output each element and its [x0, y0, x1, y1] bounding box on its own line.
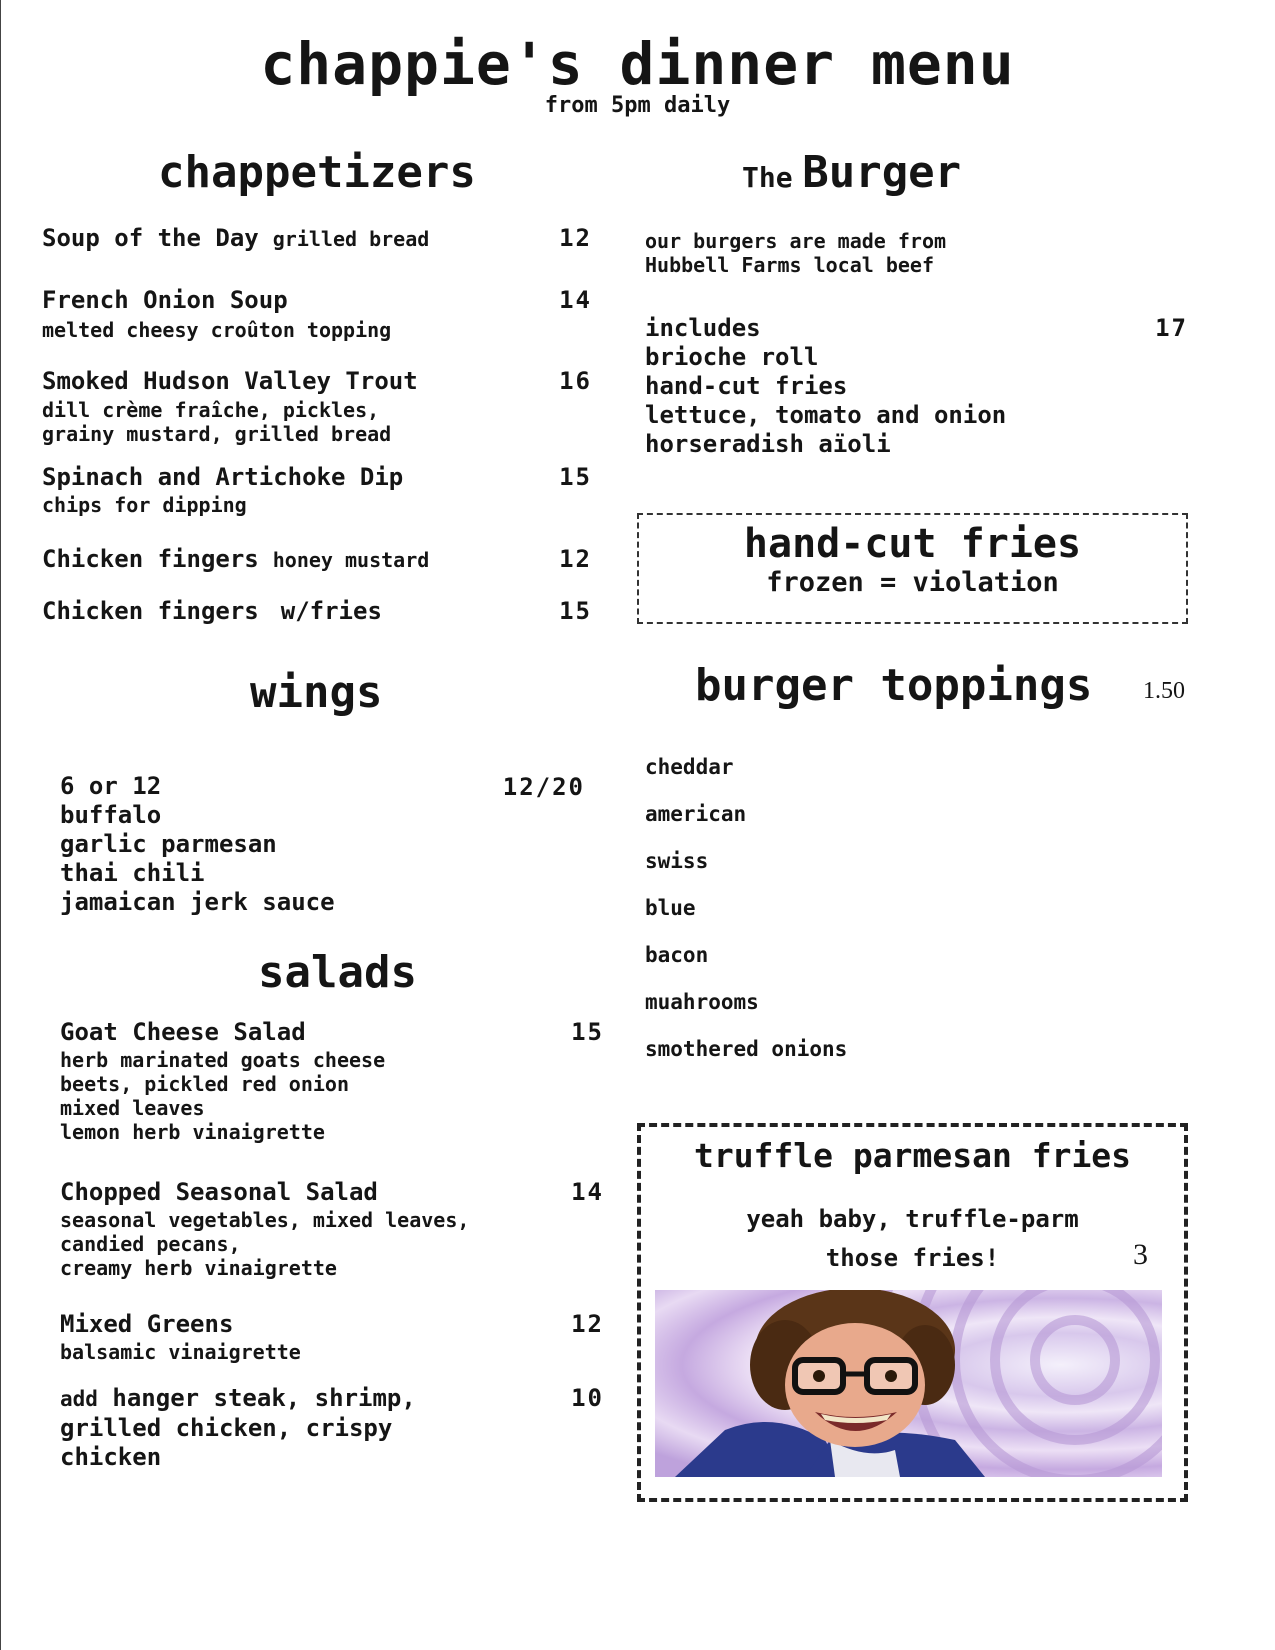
man-with-glasses-illustration: [655, 1290, 1162, 1477]
item-price: 16: [559, 367, 592, 395]
topping-item: blue: [645, 896, 696, 920]
topping-item: swiss: [645, 849, 709, 873]
item-price: 12: [571, 1310, 604, 1338]
wings-line: garlic parmesan: [60, 830, 277, 858]
burger-price: 17: [1155, 314, 1188, 342]
burger-heading: [742, 147, 961, 198]
page-left-edge: [0, 0, 1, 1650]
item-price: 14: [559, 286, 592, 314]
burger-toppings-price: 1.50: [1143, 678, 1185, 704]
wings-list: [60, 772, 335, 917]
burger-intro-line: our burgers are made from: [645, 229, 947, 253]
item-name-text: Soup of the Day: [42, 224, 259, 252]
item-price: 12: [559, 545, 592, 573]
item-price: 15: [559, 597, 592, 625]
item-description: chips for dipping: [42, 493, 247, 517]
wings-heading: wings: [250, 667, 383, 718]
menu-item-name: Goat Cheese Salad: [60, 1018, 306, 1046]
item-description-block: [60, 1048, 385, 1144]
austin-powers-photo: [655, 1290, 1162, 1477]
wings-line: buffalo: [60, 801, 162, 829]
wings-line: 6 or 12: [60, 772, 162, 800]
salads-heading: salads: [258, 947, 417, 998]
item-description: herb marinated goats cheese: [60, 1048, 386, 1072]
item-description: mixed leaves: [60, 1096, 205, 1120]
item-description-block: [60, 1208, 469, 1280]
item-description: lemon herb vinaigrette: [60, 1120, 325, 1144]
item-inline-desc: w/fries: [280, 597, 382, 625]
menu-item-name: [42, 597, 382, 625]
menu-subtitle: from 5pm daily: [544, 93, 731, 118]
hand-cut-fries-title: hand-cut fries: [743, 521, 1082, 567]
menu-item-name: French Onion Soup: [42, 286, 288, 314]
add-on-price: 10: [571, 1384, 604, 1412]
wings-line: thai chili: [60, 859, 205, 887]
burger-include-line: lettuce, tomato and onion: [645, 401, 1007, 429]
item-description: balsamic vinaigrette: [60, 1340, 301, 1364]
menu-item-name: [42, 545, 429, 573]
menu-item-name: Mixed Greens: [60, 1310, 234, 1338]
menu-item-name: Chopped Seasonal Salad: [60, 1178, 378, 1206]
menu-item-name: Smoked Hudson Valley Trout: [42, 367, 418, 395]
burger-include-line: includes: [645, 314, 761, 342]
burger-heading-small: The: [742, 161, 793, 194]
wings-line: jamaican jerk sauce: [60, 888, 335, 916]
burger-includes: [645, 314, 1006, 459]
burger-include-line: horseradish aïoli: [645, 430, 891, 458]
item-description: grainy mustard, grilled bread: [42, 422, 392, 446]
chappetizers-heading: chappetizers: [158, 147, 476, 198]
item-description: dill crème fraîche, pickles,: [42, 398, 380, 422]
item-price: 12: [559, 224, 592, 252]
item-description: seasonal vegetables, mixed leaves,: [60, 1208, 470, 1232]
item-price: 14: [571, 1178, 604, 1206]
item-name-text: Chicken fingers: [42, 545, 259, 573]
topping-item: american: [645, 802, 747, 826]
item-description: creamy herb vinaigrette: [60, 1256, 337, 1280]
hand-cut-fries-subtitle: frozen = violation: [766, 567, 1059, 598]
item-description: candied pecans,: [60, 1232, 241, 1256]
item-inline-desc: grilled bread: [272, 227, 430, 251]
item-price: 15: [571, 1018, 604, 1046]
add-on-prefix: add: [60, 1387, 98, 1411]
item-inline-desc: honey mustard: [272, 548, 430, 572]
topping-item: cheddar: [645, 755, 734, 779]
burger-intro-line: Hubbell Farms local beef: [645, 253, 934, 277]
burger-toppings-heading: burger toppings: [695, 660, 1093, 711]
topping-item: muahrooms: [645, 990, 759, 1014]
burger-include-line: hand-cut fries: [645, 372, 848, 400]
wings-price: 12/20: [502, 773, 585, 801]
add-on-line: grilled chicken, crispy: [60, 1414, 393, 1442]
menu-title: chappie's dinner menu: [260, 30, 1015, 98]
truffle-tagline-line: yeah baby, truffle-parm: [746, 1205, 1079, 1233]
salad-add-on: [60, 1384, 416, 1472]
burger-include-line: brioche roll: [645, 343, 819, 371]
topping-item: bacon: [645, 943, 709, 967]
menu-item-name: [42, 224, 429, 252]
add-on-line: chicken: [60, 1443, 162, 1471]
item-description: beets, pickled red onion: [60, 1072, 349, 1096]
truffle-fries-price: 3: [1133, 1238, 1148, 1271]
item-description: melted cheesy croûton topping: [42, 318, 392, 342]
topping-item: smothered onions: [645, 1037, 848, 1061]
hand-cut-fries-box: [637, 513, 1188, 624]
truffle-tagline-line: those fries!: [825, 1244, 1000, 1272]
burger-heading-big: Burger: [802, 147, 962, 198]
item-name-text: Chicken fingers: [42, 597, 259, 625]
truffle-fries-title: truffle parmesan fries: [693, 1136, 1132, 1175]
burger-intro: [645, 229, 946, 277]
item-price: 15: [559, 463, 592, 491]
add-on-line: hanger steak, shrimp,: [112, 1384, 416, 1412]
menu-item-name: Spinach and Artichoke Dip: [42, 463, 404, 491]
